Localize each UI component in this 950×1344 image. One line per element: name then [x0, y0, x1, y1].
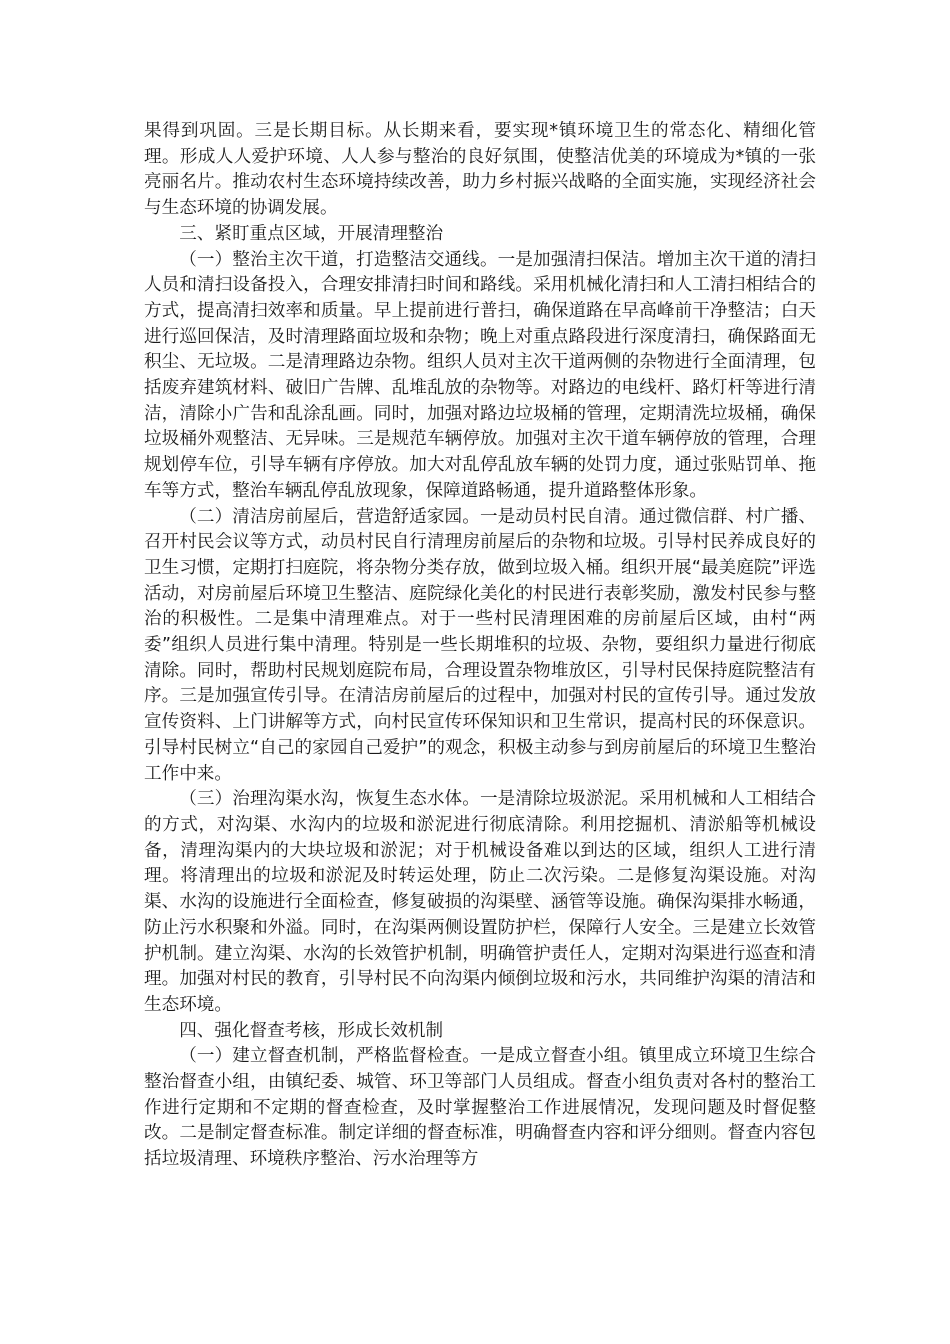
document-page	[144, 119, 816, 1173]
section-heading-four: 四、强化督查考核，形成长效机制	[179, 1020, 444, 1041]
paragraph-continuation: 果得到巩固。三是长期目标。从长期来看，要实现*镇环境卫生的常态化、精细化管理。形成人人爱护环境、人人参与整治的良好氛围，使整洁优美的环境成为*镇的一张亮丽名片。推动农村生态环境持续改善，助力乡村振兴战略的全面实施，实现经济社会与生态环境的协调发展。	[144, 121, 816, 219]
paragraph-ditches: （三）治理沟渠水沟，恢复生态水体。一是清除垃圾淤泥。采用机械和人工相结合的方式，对沟渠、水沟内的垃圾和淤泥进行彻底清除。利用挖掘机、清淤船等机械设备，清理沟渠内的大块垃圾和淤泥；对于机械设备难以到达的区域，组织人工进行清理。将清理出的垃圾和淤泥及时转运处理，防止二次污染。二是修复沟渠设施。对沟渠、水沟的设施进行全面检查，修复破损的沟渠壁、涵管等设施。确保沟渠排水畅通，防止污水积聚和外溢。同时，在沟渠两侧设置防护栏，保障行人安全。三是建立长效管护机制。建立沟渠、水沟的长效管护机制，明确管护责任人，定期对沟渠进行巡查和清理。加强对村民的教育，引导村民不向沟渠内倾倒垃圾和污水，共同维护沟渠的清洁和生态环境。	[144, 789, 816, 1015]
paragraph-main-roads: （一）整治主次干道，打造整洁交通线。一是加强清扫保洁。增加主次干道的清扫人员和清扫设备投入，合理安排清扫时间和路线。采用机械化清扫和人工清扫相结合的方式，提高清扫效率和质量。早上提前进行普扫，确保道路在早高峰前干净整洁；白天进行巡回保洁，及时清理路面垃圾和杂物；晚上对重点路段进行深度清扫，确保路面无积尘、无垃圾。二是清理路边杂物。组织人员对主次干道两侧的杂物进行全面清理，包括废弃建筑材料、破旧广告牌、乱堆乱放的杂物等。对路边的电线杆、路灯杆等进行清洁，清除小广告和乱涂乱画。同时，加强对路边垃圾桶的管理，定期清洗垃圾桶，确保垃圾桶外观整洁、无异味。三是规范车辆停放。加强对主次干道车辆停放的管理，合理规划停车位，引导车辆有序停放。加大对乱停乱放车辆的处罚力度，通过张贴罚单、拖车等方式，整治车辆乱停乱放现象，保障道路畅通，提升道路整体形象。	[144, 249, 816, 501]
paragraph-house-surroundings: （二）清洁房前屋后，营造舒适家园。一是动员村民自清。通过微信群、村广播、召开村民会议等方式，动员村民自行清理房前屋后的杂物和垃圾。引导村民养成良好的卫生习惯，定期打扫庭院，将杂物分类存放，做到垃圾入桶。组织开展“最美庭院”评选活动，对房前屋后环境卫生整洁、庭院绿化美化的村民进行表彰奖励，激发村民参与整治的积极性。二是集中清理难点。对于一些村民清理困难的房前屋后区域，由村“两委”组织人员进行集中清理。特别是一些长期堆积的垃圾、杂物，要组织力量进行彻底清除。同时，帮助村民规划庭院布局，合理设置杂物堆放区，引导村民保持庭院整洁有序。三是加强宣传引导。在清洁房前屋后的过程中，加强对村民的宣传引导。通过发放宣传资料、上门讲解等方式，向村民宣传环保知识和卫生常识，提高村民的环保意识。引导村民树立“自己的家园自己爱护”的观念，积极主动参与到房前屋后的环境卫生整治工作中来。	[144, 506, 816, 784]
paragraph-supervision: （一）建立督查机制，严格监督检查。一是成立督查小组。镇里成立环境卫生综合整治督查小组，由镇纪委、城管、环卫等部门人员组成。督查小组负责对各村的整治工作进行定期和不定期的督查检查，及时掌握整治工作进展情况，发现问题及时督促整改。二是制定督查标准。制定详细的督查标准，明确督查内容和评分细则。督查内容包括垃圾清理、环境秩序整治、污水治理等方	[144, 1046, 816, 1170]
section-heading-three: 三、紧盯重点区域，开展清理整治	[179, 223, 444, 244]
